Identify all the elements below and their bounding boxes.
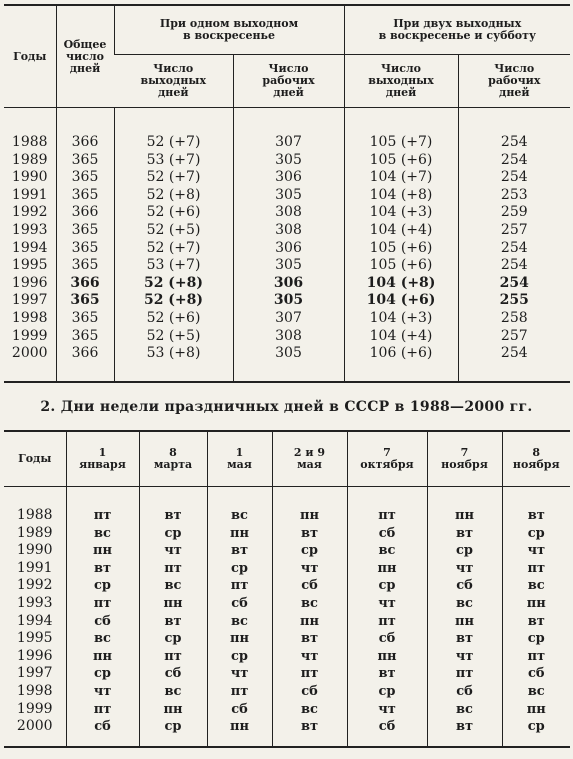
working-days-header: Число рабочих дней (458, 55, 570, 108)
weekday-cell: сб (66, 613, 139, 631)
weekday-cell: вт (139, 487, 207, 525)
year-cell: 1999 (11, 327, 48, 344)
working-days-cell: 254 (458, 345, 570, 382)
working-days-cell: 305 (233, 187, 344, 205)
weekday-cell: пн (347, 560, 427, 578)
two-days-off-group-header: При двух выходных в воскресенье и субботу (344, 5, 570, 55)
year-cell: 1994 (11, 239, 48, 256)
working-days-cell: 308 (233, 328, 344, 346)
table-row (4, 542, 570, 560)
holiday-header: 1 мая (207, 431, 272, 487)
table-row (4, 292, 570, 310)
total-days-cell: 365 (56, 257, 114, 275)
table-row (4, 525, 570, 543)
year-header: Годы (4, 5, 56, 108)
total-days-cell: 365 (56, 310, 114, 328)
weekend-days-cell: 52 (+5) (114, 328, 233, 346)
weekday-cell: ср (502, 525, 570, 543)
weekday-cell: вс (207, 613, 272, 631)
weekday-cell: вт (272, 630, 347, 648)
year-cell: 1991 (11, 186, 48, 203)
year-cell: 1992 (11, 204, 48, 221)
holiday-weekdays-table (4, 430, 570, 748)
weekday-cell: чт (502, 542, 570, 560)
weekday-cell: чт (207, 665, 272, 683)
year-cell: 1988 (11, 134, 48, 150)
working-days-cell: 305 (233, 152, 344, 170)
weekend-days-cell: 52 (+5) (114, 222, 233, 240)
weekend-days-cell: 104 (+7) (344, 169, 458, 187)
year-cell: 2000 (4, 718, 66, 747)
weekend-days-cell: 52 (+6) (114, 204, 233, 222)
weekend-days-cell: 52 (+8) (114, 292, 233, 310)
weekday-cell: чт (347, 595, 427, 613)
weekday-cell: вс (139, 683, 207, 701)
weekday-cell: сб (502, 665, 570, 683)
year-cell: 1993 (16, 594, 53, 611)
table-row (4, 560, 570, 578)
weekend-days-cell: 104 (+4) (344, 222, 458, 240)
working-days-cell: 254 (458, 108, 570, 152)
total-days-cell: 365 (56, 169, 114, 187)
weekday-cell: пн (66, 542, 139, 560)
year-cell: 1991 (16, 559, 53, 576)
table-row (4, 328, 570, 346)
year-cell: 1997 (11, 292, 48, 309)
weekend-days-cell: 104 (+8) (344, 275, 458, 293)
total-days-cell: 365 (56, 292, 114, 310)
weekend-days-header: Число выходных дней (344, 55, 458, 108)
working-days-cell: 305 (233, 292, 344, 310)
weekday-cell: ср (272, 542, 347, 560)
table-row (4, 701, 570, 719)
table-row (4, 257, 570, 275)
total-days-header: Общее число дней (56, 5, 114, 108)
holiday-header: 7 ноября (427, 431, 502, 487)
weekday-cell: сб (207, 595, 272, 613)
working-days-cell: 306 (233, 275, 344, 293)
year-cell: 1993 (11, 221, 48, 238)
holiday-header: 1 января (66, 431, 139, 487)
weekday-cell: пт (66, 487, 139, 525)
weekday-cell: пн (427, 487, 502, 525)
weekday-cell: пт (139, 648, 207, 666)
weekday-cell: пн (207, 630, 272, 648)
weekend-days-header: Число выходных дней (114, 55, 233, 108)
weekday-cell: вт (502, 613, 570, 631)
weekend-days-cell: 52 (+7) (114, 169, 233, 187)
total-days-cell: 366 (56, 345, 114, 382)
weekday-cell: ср (207, 560, 272, 578)
weekday-cell: сб (139, 665, 207, 683)
weekday-cell: ср (347, 683, 427, 701)
weekday-cell: пн (502, 701, 570, 719)
weekday-cell: пн (272, 487, 347, 525)
weekday-cell: пт (66, 701, 139, 719)
year-cell: 2000 (4, 345, 56, 382)
working-days-cell: 254 (458, 152, 570, 170)
table-row (4, 630, 570, 648)
table-row (4, 648, 570, 666)
weekday-cell: ср (427, 542, 502, 560)
table2-title: 2. Дни недели праздничных дней в СССР в 1988—2000 гг. (40, 399, 533, 415)
weekday-cell: сб (427, 577, 502, 595)
year-cell: 1990 (16, 542, 53, 559)
weekday-cell: ср (139, 718, 207, 747)
weekend-days-cell: 104 (+6) (344, 292, 458, 310)
table-row (4, 108, 570, 152)
weekday-cell: пн (427, 613, 502, 631)
weekday-cell: пн (139, 701, 207, 719)
total-days-cell: 365 (56, 240, 114, 258)
table-row (4, 222, 570, 240)
total-days-cell: 365 (56, 328, 114, 346)
year-cell: 1989 (11, 151, 48, 168)
weekday-cell: пт (66, 595, 139, 613)
table-row (4, 595, 570, 613)
weekday-cell: ср (66, 665, 139, 683)
weekday-cell: вт (427, 718, 502, 747)
year-cell: 1998 (16, 682, 53, 699)
table-row (4, 187, 570, 205)
weekday-cell: пн (207, 525, 272, 543)
weekday-cell: чт (427, 648, 502, 666)
table-row (4, 275, 570, 293)
weekday-cell: чт (347, 701, 427, 719)
total-days-cell: 365 (56, 222, 114, 240)
table-row (4, 310, 570, 328)
weekday-cell: вс (427, 595, 502, 613)
weekday-cell: чт (139, 542, 207, 560)
year-cell: 1988 (16, 507, 53, 523)
weekend-days-cell: 105 (+7) (344, 108, 458, 152)
weekday-cell: сб (347, 630, 427, 648)
weekday-cell: сб (347, 718, 427, 747)
weekday-cell: чт (272, 648, 347, 666)
year-cell: 1994 (16, 612, 53, 629)
working-days-cell: 305 (233, 257, 344, 275)
weekday-cell: вс (502, 683, 570, 701)
working-days-cell: 306 (233, 169, 344, 187)
working-days-cell: 255 (458, 292, 570, 310)
total-days-cell: 365 (56, 152, 114, 170)
weekday-cell: вт (347, 665, 427, 683)
weekday-cell: вс (272, 701, 347, 719)
weekday-cell: вс (347, 542, 427, 560)
working-days-cell: 254 (458, 169, 570, 187)
weekday-cell: вт (272, 718, 347, 747)
weekend-days-cell: 52 (+8) (114, 275, 233, 293)
weekday-cell: ср (139, 525, 207, 543)
weekday-cell: сб (427, 683, 502, 701)
weekday-cell: пт (207, 683, 272, 701)
working-days-cell: 307 (233, 310, 344, 328)
weekend-days-cell: 104 (+8) (344, 187, 458, 205)
weekday-cell: ср (139, 630, 207, 648)
weekday-cell: сб (272, 577, 347, 595)
year-cell: 1989 (16, 524, 53, 541)
working-days-table-body (4, 108, 570, 382)
working-days-cell: 259 (458, 204, 570, 222)
table-row (4, 665, 570, 683)
weekday-cell: пн (207, 718, 272, 747)
working-days-cell: 305 (233, 345, 344, 382)
weekday-cell: вт (272, 525, 347, 543)
weekday-cell: пт (502, 648, 570, 666)
working-days-cell: 308 (233, 204, 344, 222)
working-days-cell: 253 (458, 187, 570, 205)
one-day-off-group-header: При одном выходном в воскресенье (114, 5, 344, 55)
weekday-cell: пн (272, 613, 347, 631)
working-days-cell: 308 (233, 222, 344, 240)
weekday-cell: пт (502, 560, 570, 578)
weekday-cell: пн (502, 595, 570, 613)
weekday-cell: вт (427, 630, 502, 648)
table-row (4, 683, 570, 701)
holiday-weekdays-table-body (4, 487, 570, 747)
table-row (4, 152, 570, 170)
table-row (4, 613, 570, 631)
weekend-days-cell: 105 (+6) (344, 240, 458, 258)
total-days-cell: 366 (56, 275, 114, 293)
weekday-cell: пн (347, 648, 427, 666)
weekday-cell: пт (347, 613, 427, 631)
weekday-cell: ср (207, 648, 272, 666)
weekday-cell: чт (66, 683, 139, 701)
weekday-cell: ср (347, 577, 427, 595)
working-days-cell: 307 (233, 108, 344, 152)
year-cell: 1998 (11, 309, 48, 326)
weekday-cell: чт (427, 560, 502, 578)
weekend-days-cell: 106 (+6) (344, 345, 458, 382)
weekday-cell: пн (139, 595, 207, 613)
weekday-cell: вт (502, 487, 570, 525)
weekend-days-cell: 52 (+7) (114, 240, 233, 258)
weekday-cell: ср (502, 630, 570, 648)
total-days-cell: 366 (56, 204, 114, 222)
working-days-cell: 306 (233, 240, 344, 258)
weekday-cell: чт (272, 560, 347, 578)
weekend-days-cell: 104 (+3) (344, 204, 458, 222)
weekday-cell: пт (139, 560, 207, 578)
year-header: Годы (4, 431, 66, 487)
weekday-cell: вс (207, 487, 272, 525)
weekend-days-cell: 104 (+3) (344, 310, 458, 328)
total-days-cell: 366 (56, 108, 114, 152)
year-cell: 1990 (11, 169, 48, 186)
working-days-table (4, 4, 570, 383)
working-days-cell: 254 (458, 240, 570, 258)
weekday-cell: сб (66, 718, 139, 747)
weekday-cell: вт (66, 560, 139, 578)
weekday-cell: сб (207, 701, 272, 719)
weekday-cell: вс (427, 701, 502, 719)
table-row (4, 204, 570, 222)
table-row (4, 240, 570, 258)
weekday-cell: ср (502, 718, 570, 747)
working-days-cell: 257 (458, 222, 570, 240)
weekend-days-cell: 53 (+8) (114, 345, 233, 382)
weekday-cell: вт (427, 525, 502, 543)
weekday-cell: вс (139, 577, 207, 595)
weekend-days-cell: 105 (+6) (344, 152, 458, 170)
working-days-cell: 254 (458, 275, 570, 293)
weekend-days-cell: 52 (+6) (114, 310, 233, 328)
year-cell: 1995 (16, 630, 53, 647)
weekend-days-cell: 53 (+7) (114, 257, 233, 275)
weekday-cell: пт (272, 665, 347, 683)
weekday-cell: вс (502, 577, 570, 595)
weekday-cell: сб (272, 683, 347, 701)
holiday-header: 7 октября (347, 431, 427, 487)
weekday-cell: ср (66, 577, 139, 595)
working-days-cell: 258 (458, 310, 570, 328)
weekday-cell: пт (427, 665, 502, 683)
year-cell: 1999 (16, 700, 53, 717)
weekend-days-cell: 52 (+8) (114, 187, 233, 205)
table-row (4, 718, 570, 747)
weekday-cell: вт (207, 542, 272, 560)
working-days-header: Число рабочих дней (233, 55, 344, 108)
weekend-days-cell: 105 (+6) (344, 257, 458, 275)
table-row (4, 345, 570, 382)
weekday-cell: вс (66, 630, 139, 648)
weekday-cell: вт (139, 613, 207, 631)
working-days-cell: 254 (458, 257, 570, 275)
year-cell: 1996 (16, 647, 53, 664)
total-days-cell: 365 (56, 187, 114, 205)
table-row (4, 487, 570, 525)
table-row (4, 577, 570, 595)
holiday-header: 8 ноября (502, 431, 570, 487)
holiday-header: 8 марта (139, 431, 207, 487)
year-cell: 1997 (16, 665, 53, 682)
weekday-cell: пт (207, 577, 272, 595)
year-cell: 1995 (11, 257, 48, 274)
weekend-days-cell: 52 (+7) (114, 108, 233, 152)
table-row (4, 169, 570, 187)
weekend-days-cell: 104 (+4) (344, 328, 458, 346)
weekend-days-cell: 53 (+7) (114, 152, 233, 170)
year-cell: 1996 (11, 274, 48, 291)
weekday-cell: сб (347, 525, 427, 543)
holiday-header: 2 и 9 мая (272, 431, 347, 487)
weekday-cell: вс (272, 595, 347, 613)
weekday-cell: пт (347, 487, 427, 525)
weekday-cell: вс (66, 525, 139, 543)
year-cell: 1992 (16, 577, 53, 594)
working-days-cell: 257 (458, 328, 570, 346)
weekday-cell: пн (66, 648, 139, 666)
